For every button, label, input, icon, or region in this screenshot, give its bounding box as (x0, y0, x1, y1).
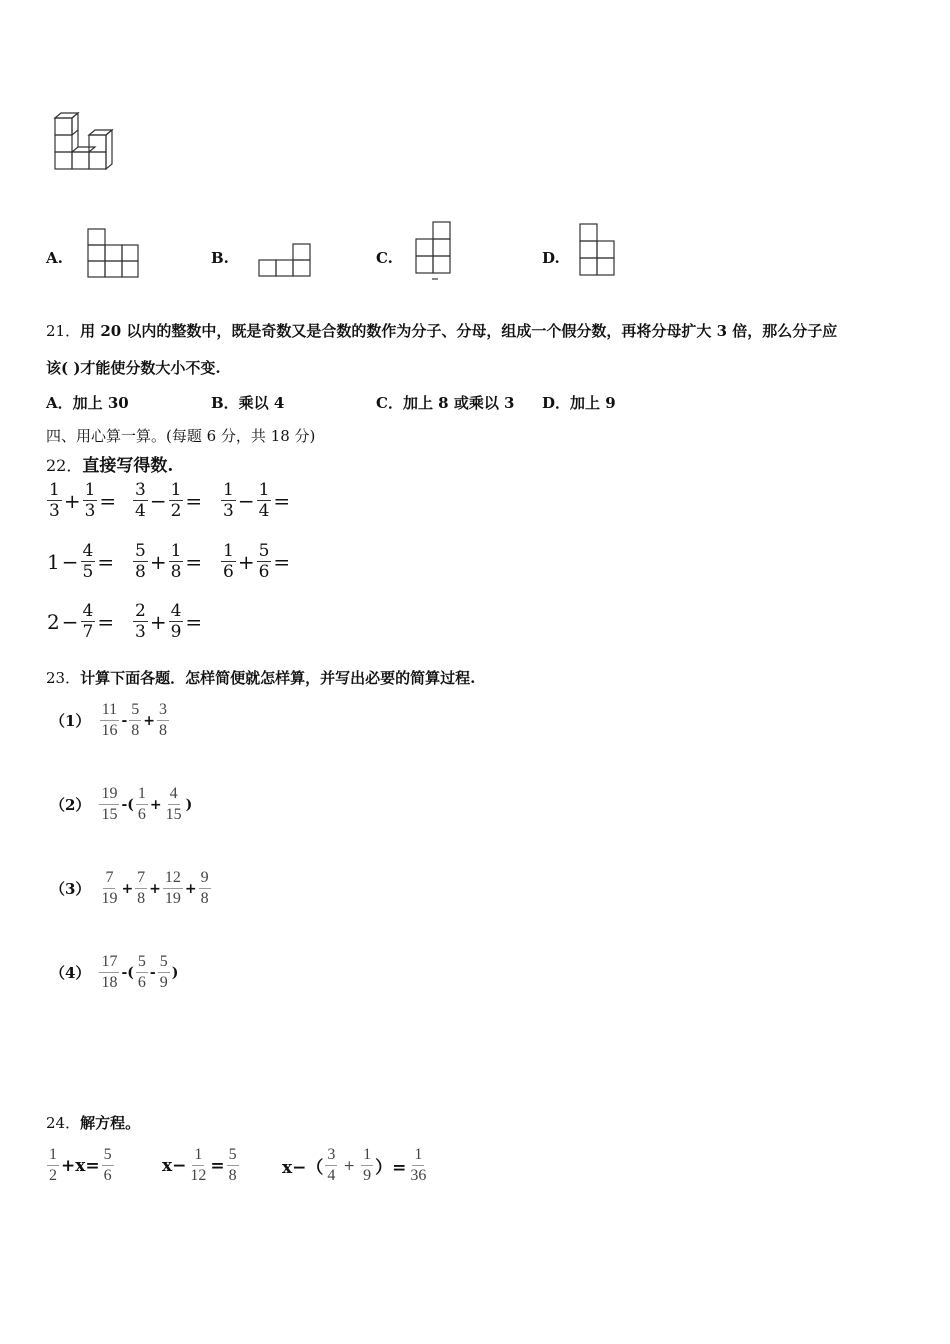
fraction: $\frac{9}{8}$ (200, 869, 209, 907)
fraction: $\frac{2}{3}$ (135, 601, 146, 642)
operator: − (61, 549, 79, 574)
fraction: $\frac{1}{3}$ (84, 480, 96, 521)
fraction: $\frac{1}{9}$ (363, 1146, 372, 1184)
q21-option-c[interactable]: C．加上 8 或乘以 3 (376, 394, 515, 412)
operator: + (149, 549, 167, 574)
fraction: $\frac{3}{8}$ (158, 701, 167, 739)
mental-math-expression (46, 480, 117, 521)
fraction: $\frac{1}{3}$ (223, 480, 234, 521)
operator: - (149, 964, 156, 981)
fraction: $\frac{1}{2}$ (49, 1146, 57, 1184)
equals-sign: = (97, 549, 115, 574)
fraction: $\frac{5}{8}$ (228, 1146, 237, 1184)
fraction: $\frac{3}{4}$ (327, 1146, 336, 1184)
fraction: $\frac{19}{15}$ (101, 785, 118, 823)
operator: + (149, 796, 162, 813)
operator: + (184, 880, 197, 897)
equals-sign: = (185, 609, 203, 634)
fraction: $\frac{1}{8}$ (170, 541, 182, 582)
q21-option-b[interactable]: B．乘以 4 (211, 394, 285, 412)
operator: − (61, 609, 79, 634)
mental-math-expression (46, 601, 115, 642)
operator: + (149, 880, 161, 897)
fraction: $\frac{5}{6}$ (137, 953, 146, 991)
operator: + (149, 609, 167, 634)
fraction: $\frac{12}{19}$ (164, 869, 181, 907)
option-a-figure (86, 227, 140, 279)
equation-2: x− $\frac{1}{12}$ = $\frac{5}{8}$ (162, 1146, 237, 1184)
item-label: （1） (50, 712, 91, 730)
fraction: $\frac{5}{8}$ (135, 541, 146, 582)
operator: - (121, 712, 128, 729)
fraction: $\frac{7}{19}$ (101, 869, 118, 907)
equals-sign: = (99, 488, 117, 513)
fraction: $\frac{1}{2}$ (170, 480, 182, 521)
question-21-line2: 该( )才能使分数大小不变. (46, 359, 221, 377)
equation-1: $\frac{1}{2}$ +x= $\frac{5}{6}$ (49, 1146, 112, 1184)
section-4-title: 四、用心算一算。(每题 6 分，共 18 分) (46, 427, 316, 445)
mental-math-expression (46, 541, 115, 582)
option-b-figure (257, 240, 313, 280)
fraction: $\frac{1}{36}$ (410, 1146, 427, 1184)
fraction: $\frac{1}{6}$ (137, 785, 146, 823)
question-24-title: 24．解方程。 (46, 1114, 141, 1132)
option-c-label: C. (376, 249, 393, 267)
question-23-title: 23．计算下面各题．怎样简便就怎样算，并写出必要的简算过程. (46, 669, 476, 687)
fraction: $\frac{4}{7}$ (82, 601, 94, 642)
operator: + (143, 712, 155, 729)
close-paren: ) (171, 964, 179, 981)
item-label: （4） (50, 964, 91, 982)
q21-option-d[interactable]: D．加上 9 (542, 394, 616, 412)
operator: − (149, 488, 167, 513)
fraction: $\frac{11}{16}$ (101, 701, 118, 739)
fraction: $\frac{3}{4}$ (135, 480, 146, 521)
fraction: $\frac{5}{6}$ (103, 1146, 112, 1184)
option-d-figure (578, 222, 618, 278)
fraction: $\frac{1}{12}$ (190, 1146, 207, 1184)
fraction: $\frac{5}{9}$ (159, 953, 168, 991)
option-d-label: D. (542, 249, 560, 267)
fraction: $\frac{1}{3}$ (49, 480, 60, 521)
equals-sign: = (185, 549, 203, 574)
simplify-expression (50, 952, 179, 993)
fraction: $\frac{5}{6}$ (258, 541, 270, 582)
mental-math-expression (132, 480, 203, 521)
mental-math-expression (220, 541, 291, 582)
equation-3: x−（ $\frac{3}{4}$ + $\frac{1}{9}$ ）= $\frac{1}{36}$ (282, 1146, 427, 1184)
whole-number: 1 (47, 549, 60, 574)
fraction: $\frac{4}{9}$ (170, 601, 182, 642)
whole-number: 2 (47, 609, 60, 634)
option-c-figure (414, 220, 454, 282)
close-paren: ) (185, 796, 193, 813)
operator: -( (121, 964, 134, 981)
operator: + (63, 488, 81, 513)
option-a-label: A. (46, 249, 63, 267)
simplify-expression (50, 868, 212, 909)
item-label: （2） (50, 796, 91, 814)
fraction: $\frac{1}{4}$ (258, 480, 270, 521)
operator: − (237, 488, 255, 513)
operator: -( (121, 796, 134, 813)
question-22-title: 22．直接写得数. (46, 456, 174, 476)
fraction: $\frac{4}{15}$ (165, 785, 182, 823)
fraction: $\frac{1}{6}$ (223, 541, 234, 582)
equals-sign: = (185, 488, 203, 513)
item-label: （3） (50, 880, 91, 898)
simplify-expression (50, 784, 193, 825)
simplify-expression (50, 700, 170, 741)
operator: + (121, 880, 134, 897)
fraction: $\frac{7}{8}$ (137, 869, 146, 907)
fraction: $\frac{4}{5}$ (82, 541, 94, 582)
operator: + (237, 549, 255, 574)
equals-sign: = (273, 488, 291, 513)
mental-math-expression (132, 541, 203, 582)
option-b-label: B. (211, 249, 229, 267)
question-21-line1: 21．用 20 以内的整数中，既是奇数又是合数的数作为分子、分母，组成一个假分数，再将分母扩大 3 倍，那么分子应 (46, 322, 838, 340)
equals-sign: = (273, 549, 291, 574)
cube-stack-figure (50, 110, 122, 174)
mental-math-expression (220, 480, 291, 521)
equals-sign: = (97, 609, 115, 634)
fraction: $\frac{17}{18}$ (101, 953, 118, 991)
q21-option-a[interactable]: A．加上 30 (46, 394, 129, 412)
fraction: $\frac{5}{8}$ (131, 701, 140, 739)
mental-math-expression (132, 601, 203, 642)
